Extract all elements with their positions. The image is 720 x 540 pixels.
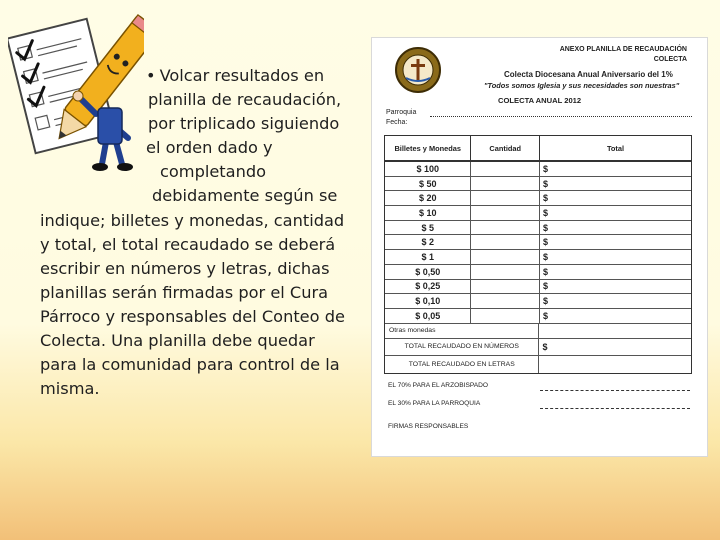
- table-row: [385, 235, 691, 250]
- table-row: [385, 162, 691, 177]
- parroquia-line: [430, 116, 692, 117]
- total-cell: $: [542, 237, 548, 248]
- total-cell: $: [542, 296, 548, 307]
- text-line: el orden dado y: [146, 138, 273, 158]
- quantity-cell: [471, 309, 540, 323]
- text-line: por triplicado siguiendo: [148, 114, 340, 134]
- total-letters-row: [385, 356, 691, 373]
- parroquia-percent-label: EL 30% PARA LA PARROQUIA: [388, 400, 481, 407]
- total-letters-label: TOTAL RECAUDADO EN LETRAS: [385, 356, 539, 373]
- denomination-cell: $ 2: [385, 235, 471, 249]
- otras-monedas-value: [539, 324, 691, 338]
- denomination-table: [384, 135, 692, 374]
- text-line: escribir en números y letras, dichas: [40, 258, 330, 278]
- collection-name: Colecta Diocesana Anual Aniversario del 1%: [504, 70, 673, 79]
- denomination-cell: $ 0,25: [385, 280, 471, 294]
- otras-monedas-row: [385, 324, 691, 339]
- annex-subtitle: COLECTA: [653, 56, 687, 63]
- arzobispado-line: [540, 390, 690, 391]
- table-row: [385, 294, 691, 309]
- quantity-cell: [471, 162, 540, 176]
- total-cell: $: [542, 266, 548, 277]
- table-row: [385, 265, 691, 280]
- quantity-cell: [471, 250, 540, 264]
- denomination-cell: $ 10: [385, 206, 471, 220]
- arzobispado-label: EL 70% PARA EL ARZOBISPADO: [388, 382, 489, 389]
- total-cell: $: [542, 163, 548, 174]
- denomination-cell: $ 100: [385, 162, 471, 176]
- table-row: [385, 221, 691, 236]
- fecha-label: Fecha:: [386, 119, 408, 126]
- quantity-cell: [471, 221, 540, 235]
- table-row: [385, 280, 691, 295]
- quantity-cell: [471, 280, 540, 294]
- text-line: Párroco y responsables del Conteo de: [40, 306, 345, 326]
- otras-monedas-label: Otras monedas: [385, 324, 539, 338]
- total-numbers-label: TOTAL RECAUDADO EN NÚMEROS: [385, 339, 539, 355]
- denomination-cell: $ 0,10: [385, 294, 471, 308]
- header-denominations: Billetes y Monedas: [385, 136, 471, 160]
- table-row: [385, 309, 691, 324]
- denomination-cell: $ 20: [385, 191, 471, 205]
- annex-title: ANEXO PLANILLA DE RECAUDACIÓN: [559, 46, 687, 53]
- total-letters-value: [539, 356, 691, 373]
- text-line: planillas serán firmadas por el Cura: [40, 282, 329, 302]
- denomination-cell: $ 1: [385, 250, 471, 264]
- table-row: [385, 177, 691, 192]
- total-cell: $: [542, 178, 548, 189]
- quantity-cell: [471, 265, 540, 279]
- diocese-seal-logo: [394, 46, 442, 94]
- text-line: completando: [160, 162, 267, 182]
- table-header: [385, 136, 691, 162]
- text-line: • Volcar resultados en: [146, 66, 325, 85]
- bullet-text: [40, 64, 358, 401]
- parroquia-label: Parroquia: [386, 109, 417, 116]
- text-line: planilla de recaudación,: [148, 90, 342, 110]
- quantity-cell: [471, 235, 540, 249]
- header-total: Total: [606, 143, 625, 153]
- denomination-cell: $ 5: [385, 221, 471, 235]
- collection-motto: "Todos somos Iglesia y sus necesidades son nuestras": [484, 81, 680, 90]
- total-numbers-currency: $: [542, 341, 548, 352]
- collection-form: [371, 37, 708, 457]
- text-line: Colecta. Una planilla debe quedar: [40, 331, 315, 351]
- denomination-cell: $ 0,50: [385, 265, 471, 279]
- table-row: [385, 206, 691, 221]
- parroquia-percent-line: [540, 408, 690, 409]
- total-numbers-row: [385, 339, 691, 356]
- text-line: debidamente según se: [152, 186, 338, 206]
- annual-collection-title: COLECTA ANUAL 2012: [498, 96, 582, 105]
- header-quantity: Cantidad: [471, 136, 540, 160]
- total-cell: $: [542, 193, 548, 204]
- text-line: misma.: [40, 379, 100, 399]
- quantity-cell: [471, 177, 540, 191]
- bullet-point: •: [146, 66, 156, 85]
- quantity-cell: [471, 294, 540, 308]
- text-line: indique; billetes y monedas, cantidad: [40, 210, 345, 230]
- total-cell: $: [542, 310, 548, 321]
- total-cell: $: [542, 207, 548, 218]
- text-line: y total, el total recaudado se deberá: [40, 234, 336, 254]
- denomination-cell: $ 0,05: [385, 309, 471, 323]
- table-row: [385, 191, 691, 206]
- total-cell: $: [542, 222, 548, 233]
- signatures-label: FIRMAS RESPONSABLES: [388, 423, 469, 430]
- denomination-cell: $ 50: [385, 177, 471, 191]
- quantity-cell: [471, 191, 540, 205]
- total-cell: $: [542, 251, 548, 262]
- table-row: [385, 250, 691, 265]
- quantity-cell: [471, 206, 540, 220]
- text-line: para la comunidad para control de la: [40, 355, 340, 375]
- total-cell: $: [542, 281, 548, 292]
